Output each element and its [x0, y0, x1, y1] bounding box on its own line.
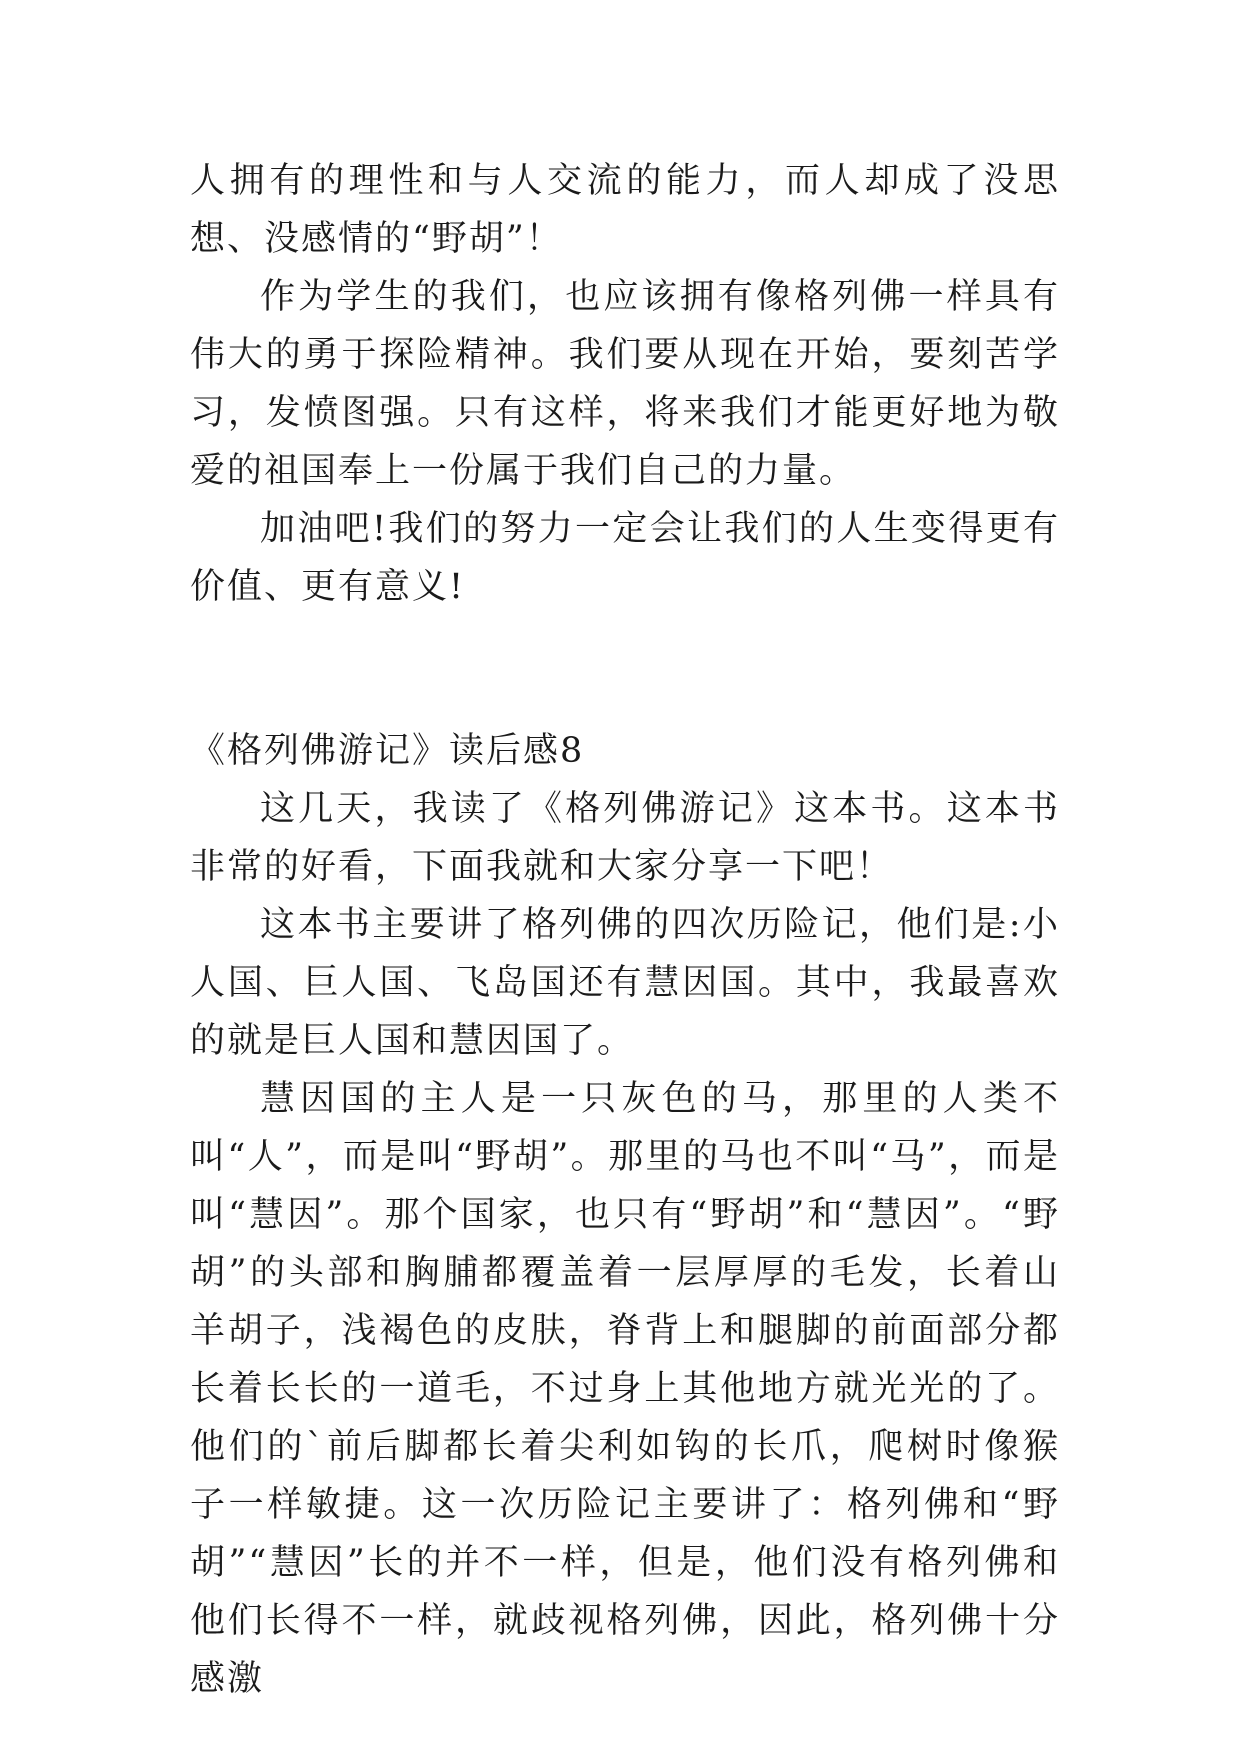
paragraph-continuation: 人拥有的理性和与人交流的能力，而人却成了没思想、没感情的“野胡”！ — [190, 161, 1060, 259]
paragraph-student-spirit: 作为学生的我们，也应该拥有像格列佛一样具有伟大的勇于探险精神。我们要从现在开始，要刻苦学习，发愤图强。只有这样，将来我们才能更好地为敬爱的祖国奉上一份属于我们自己的力量。 — [190, 277, 1060, 491]
paragraph-huiyin-country: 慧因国的主人是一只灰色的马，那里的人类不叫“人”，而是叫“野胡”。那里的马也不叫“马”，而是叫“慧因”。那个国家，也只有“野胡”和“慧因”。“野胡”的头部和胸脯都覆盖着一层厚厚的毛发，长着山羊胡子，浅褐色的皮肤，脊背上和腿脚的前面部分都长着长长的一道毛，不过身上其他地方就光光的了。他们的`前后脚都长着尖利如钩的长爪，爬树时像猴子一样敏捷。这一次历险记主要讲了：格列佛和“野胡”“慧因”长的并不一样，但是，他们没有格列佛和他们长得不一样，就歧视格列佛，因此，格列佛十分感激 — [190, 1079, 1060, 1699]
paragraph-encouragement: 加油吧!我们的努力一定会让我们的人生变得更有价值、更有意义! — [190, 509, 1060, 607]
paragraph-summary: 这本书主要讲了格列佛的四次历险记，他们是:小人国、巨人国、飞岛国还有慧因国。其中，我最喜欢的就是巨人国和慧因国了。 — [190, 905, 1060, 1061]
paragraph-intro: 这几天，我读了《格列佛游记》这本书。这本书非常的好看，下面我就和大家分享一下吧！ — [190, 789, 1060, 887]
section-title: 《格列佛游记》读后感8 — [190, 731, 585, 771]
document-page — [190, 152, 1060, 1708]
